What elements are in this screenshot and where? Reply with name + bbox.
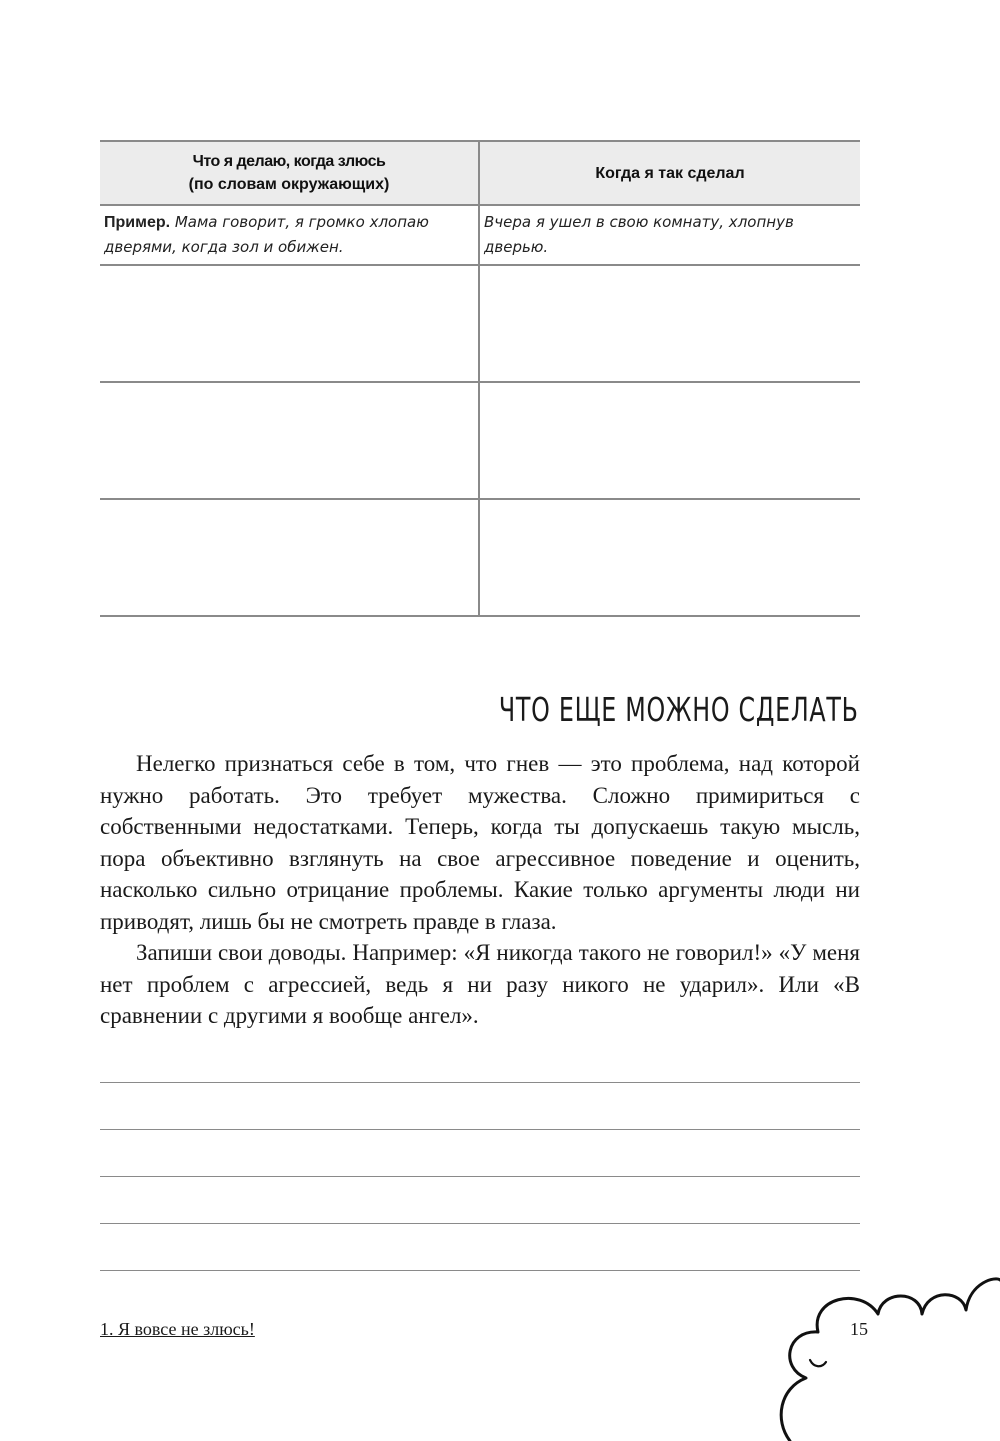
blank-cell[interactable] (479, 265, 860, 382)
example-text-right: Вчера я ушел в свою комнату, хлопнув дверью. (484, 213, 794, 256)
writing-line[interactable] (100, 1082, 860, 1083)
blank-cell[interactable] (100, 265, 479, 382)
writing-line[interactable] (100, 1223, 860, 1224)
table-header-row (100, 141, 860, 205)
table-row (100, 382, 860, 499)
blank-cell[interactable] (479, 499, 860, 616)
section-title: ЧТО ЕЩЕ МОЖНО СДЕЛАТЬ (499, 690, 859, 729)
example-text-left: Мама говорит, я громко хлопаю дверями, когда зол и обижен. (104, 213, 429, 256)
header-what-i-do-line1: Что я делаю, когда злюсь (192, 153, 386, 170)
page-number: 15 (850, 1319, 868, 1339)
example-label: Пример. (104, 214, 171, 231)
table-row (100, 265, 860, 382)
example-cell-right (479, 205, 860, 265)
header-what-i-do (100, 141, 479, 205)
paragraph: Запиши свои доводы. Например: «Я никогда такого не говорил!» «У меня нет проблем с агрессией, ведь я ни разу никого не ударил». Или «В сравнении с другими я вообще ангел». (100, 940, 860, 1028)
header-what-i-do-line2: (по словам окружающих) (188, 176, 390, 193)
header-when-i-did: Когда я так сделал (479, 141, 860, 205)
cloud-decoration-icon (770, 1250, 1000, 1441)
blank-cell[interactable] (100, 499, 479, 616)
table-row-example (100, 205, 860, 265)
writing-line[interactable] (100, 1270, 860, 1271)
running-title: 1. Я вовсе не злюсь! (100, 1319, 255, 1339)
body-text (100, 748, 860, 1032)
writing-line[interactable] (100, 1129, 860, 1130)
example-cell-left (100, 205, 479, 265)
anger-worksheet-table (100, 140, 860, 617)
paragraph: Нелегко признаться себе в том, что гнев — это проблема, над которой нужно работать. Это требует мужества. Сложно примириться с собственными недостатками. Теперь, когда ты допускаешь такую мысль, пора объективно взглянуть на свое агрессивное поведение и оценить, насколько сильно отрицание проблемы. Какие только аргументы люди ни приводят, лишь бы не смотреть правде в глаза. (100, 751, 860, 934)
blank-cell[interactable] (479, 382, 860, 499)
writing-line[interactable] (100, 1176, 860, 1177)
table-row (100, 499, 860, 616)
blank-cell[interactable] (100, 382, 479, 499)
